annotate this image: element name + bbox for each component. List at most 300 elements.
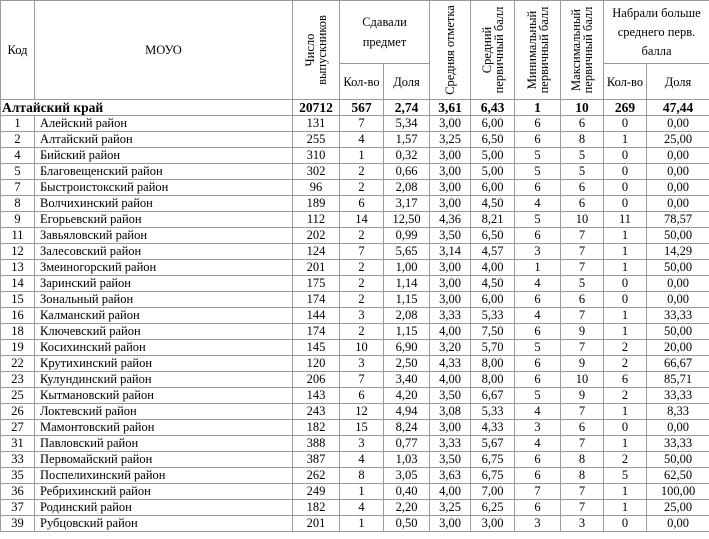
cell-max: 5 [561,276,604,292]
cell-name: Калманский район [35,308,293,324]
cell-graduates: 201 [293,516,340,532]
cell-name: Зональный район [35,292,293,308]
cell-avg-mark: 3,33 [430,308,471,324]
cell-share: 0,50 [384,516,430,532]
cell-count: 7 [340,244,384,260]
cell-code: 27 [1,420,35,436]
cell-above-count: 1 [604,260,647,276]
table-row [1,420,709,436]
cell-avg-mark: 3,08 [430,404,471,420]
cell-graduates: 174 [293,292,340,308]
header-above-count: Кол-во [604,64,647,100]
cell-above-share: 78,57 [647,212,709,228]
cell-max: 8 [561,468,604,484]
table-row [1,164,709,180]
cell-avg-mark: 4,36 [430,212,471,228]
cell-name: Павловский район [35,436,293,452]
total-above-share: 47,44 [647,100,709,116]
cell-max: 7 [561,260,604,276]
cell-share: 8,24 [384,420,430,436]
table-row [1,484,709,500]
cell-min: 5 [515,164,561,180]
cell-avg-primary: 6,75 [471,468,515,484]
cell-share: 4,94 [384,404,430,420]
cell-share: 1,57 [384,132,430,148]
cell-avg-mark: 3,00 [430,164,471,180]
cell-count: 3 [340,308,384,324]
cell-min: 6 [515,356,561,372]
cell-avg-mark: 3,25 [430,500,471,516]
cell-above-share: 33,33 [647,436,709,452]
cell-avg-mark: 3,25 [430,132,471,148]
cell-avg-primary: 4,00 [471,260,515,276]
cell-min: 5 [515,388,561,404]
cell-above-count: 1 [604,500,647,516]
cell-max: 9 [561,356,604,372]
cell-above-share: 0,00 [647,164,709,180]
table-row [1,324,709,340]
cell-avg-primary: 5,33 [471,404,515,420]
cell-above-share: 0,00 [647,116,709,132]
cell-avg-primary: 5,67 [471,436,515,452]
total-avg-primary: 6,43 [471,100,515,116]
cell-min: 6 [515,292,561,308]
cell-avg-primary: 8,00 [471,356,515,372]
cell-above-count: 0 [604,276,647,292]
cell-graduates: 112 [293,212,340,228]
cell-above-share: 0,00 [647,148,709,164]
cell-above-share: 62,50 [647,468,709,484]
cell-avg-primary: 6,00 [471,116,515,132]
cell-graduates: 388 [293,436,340,452]
cell-min: 5 [515,148,561,164]
cell-code: 4 [1,148,35,164]
cell-above-share: 50,00 [647,324,709,340]
cell-min: 1 [515,260,561,276]
cell-graduates: 243 [293,404,340,420]
cell-max: 6 [561,116,604,132]
cell-code: 11 [1,228,35,244]
cell-min: 5 [515,212,561,228]
table-row [1,116,709,132]
cell-above-share: 14,29 [647,244,709,260]
cell-max: 9 [561,388,604,404]
cell-min: 3 [515,244,561,260]
total-row [1,100,709,116]
cell-avg-mark: 3,00 [430,420,471,436]
cell-min: 4 [515,196,561,212]
cell-above-count: 1 [604,228,647,244]
cell-graduates: 120 [293,356,340,372]
cell-share: 0,40 [384,484,430,500]
cell-above-count: 0 [604,292,647,308]
cell-share: 3,05 [384,468,430,484]
cell-graduates: 175 [293,276,340,292]
cell-min: 6 [515,500,561,516]
cell-max: 7 [561,484,604,500]
total-share: 2,74 [384,100,430,116]
cell-name: Алтайский район [35,132,293,148]
cell-count: 3 [340,356,384,372]
cell-avg-mark: 3,33 [430,436,471,452]
cell-name: Залесовский район [35,244,293,260]
cell-code: 25 [1,388,35,404]
cell-max: 7 [561,228,604,244]
table-row [1,148,709,164]
cell-avg-primary: 8,21 [471,212,515,228]
cell-above-share: 85,71 [647,372,709,388]
cell-name: Быстроистокский район [35,180,293,196]
cell-code: 1 [1,116,35,132]
cell-graduates: 189 [293,196,340,212]
cell-above-count: 2 [604,340,647,356]
cell-count: 6 [340,388,384,404]
header-avg-mark: Средняя отметка [430,1,471,100]
cell-name: Егорьевский район [35,212,293,228]
cell-share: 0,32 [384,148,430,164]
cell-graduates: 206 [293,372,340,388]
cell-count: 2 [340,276,384,292]
cell-avg-mark: 3,00 [430,196,471,212]
cell-share: 1,00 [384,260,430,276]
cell-max: 8 [561,132,604,148]
cell-graduates: 249 [293,484,340,500]
cell-code: 12 [1,244,35,260]
cell-avg-mark: 3,00 [430,260,471,276]
table-row [1,212,709,228]
header-min-primary: Минимальный первичный балл [515,1,561,100]
cell-count: 1 [340,148,384,164]
cell-above-share: 33,33 [647,308,709,324]
cell-code: 35 [1,468,35,484]
cell-share: 3,40 [384,372,430,388]
cell-max: 8 [561,452,604,468]
cell-avg-mark: 3,14 [430,244,471,260]
cell-name: Ключевский район [35,324,293,340]
cell-avg-mark: 4,00 [430,372,471,388]
cell-name: Поспелихинский район [35,468,293,484]
cell-above-share: 25,00 [647,132,709,148]
cell-code: 8 [1,196,35,212]
cell-avg-primary: 8,00 [471,372,515,388]
cell-name: Кытмановский район [35,388,293,404]
cell-max: 6 [561,420,604,436]
cell-min: 6 [515,372,561,388]
table-row [1,340,709,356]
cell-graduates: 96 [293,180,340,196]
cell-above-share: 0,00 [647,516,709,532]
cell-name: Косихинский район [35,340,293,356]
cell-name: Волчихинский район [35,196,293,212]
cell-avg-mark: 3,50 [430,452,471,468]
cell-max: 7 [561,340,604,356]
cell-above-count: 0 [604,196,647,212]
cell-count: 2 [340,164,384,180]
cell-above-share: 25,00 [647,500,709,516]
total-avg-mark: 3,61 [430,100,471,116]
cell-min: 6 [515,116,561,132]
cell-min: 7 [515,484,561,500]
cell-count: 2 [340,292,384,308]
cell-min: 3 [515,516,561,532]
cell-avg-mark: 3,00 [430,116,471,132]
cell-avg-mark: 3,50 [430,388,471,404]
cell-code: 36 [1,484,35,500]
cell-count: 14 [340,212,384,228]
cell-code: 39 [1,516,35,532]
cell-avg-primary: 6,75 [471,452,515,468]
cell-graduates: 262 [293,468,340,484]
table-row [1,372,709,388]
cell-name: Локтевский район [35,404,293,420]
cell-share: 2,20 [384,500,430,516]
header-mouo: МОУО [35,1,293,100]
cell-graduates: 302 [293,164,340,180]
cell-count: 12 [340,404,384,420]
cell-above-count: 1 [604,436,647,452]
cell-share: 1,03 [384,452,430,468]
cell-min: 4 [515,276,561,292]
header-code: Код [1,1,35,100]
cell-min: 6 [515,180,561,196]
cell-share: 0,66 [384,164,430,180]
cell-count: 15 [340,420,384,436]
table-row [1,468,709,484]
cell-min: 6 [515,468,561,484]
cell-above-count: 2 [604,356,647,372]
cell-code: 16 [1,308,35,324]
cell-share: 4,20 [384,388,430,404]
cell-avg-mark: 3,50 [430,228,471,244]
cell-avg-primary: 5,00 [471,164,515,180]
cell-avg-primary: 5,00 [471,148,515,164]
cell-above-count: 6 [604,372,647,388]
total-above-count: 269 [604,100,647,116]
cell-name: Рубцовский район [35,516,293,532]
cell-code: 31 [1,436,35,452]
cell-above-count: 5 [604,468,647,484]
cell-count: 2 [340,324,384,340]
cell-above-share: 0,00 [647,276,709,292]
cell-avg-primary: 4,50 [471,196,515,212]
total-graduates: 20712 [293,100,340,116]
cell-above-share: 0,00 [647,180,709,196]
header-above-share: Доля [647,64,709,100]
cell-share: 2,08 [384,308,430,324]
cell-count: 4 [340,132,384,148]
cell-count: 2 [340,180,384,196]
cell-graduates: 201 [293,260,340,276]
cell-max: 6 [561,196,604,212]
cell-avg-mark: 3,63 [430,468,471,484]
cell-avg-primary: 4,57 [471,244,515,260]
cell-name: Кулундинский район [35,372,293,388]
cell-max: 6 [561,180,604,196]
cell-min: 4 [515,308,561,324]
cell-name: Крутихинский район [35,356,293,372]
cell-graduates: 174 [293,324,340,340]
cell-graduates: 387 [293,452,340,468]
cell-code: 2 [1,132,35,148]
cell-avg-primary: 6,00 [471,292,515,308]
cell-code: 26 [1,404,35,420]
cell-share: 5,65 [384,244,430,260]
cell-above-share: 20,00 [647,340,709,356]
cell-graduates: 255 [293,132,340,148]
cell-avg-primary: 5,33 [471,308,515,324]
cell-share: 0,99 [384,228,430,244]
cell-count: 4 [340,452,384,468]
table-row [1,452,709,468]
cell-avg-primary: 5,70 [471,340,515,356]
cell-avg-mark: 3,00 [430,180,471,196]
cell-code: 37 [1,500,35,516]
cell-code: 13 [1,260,35,276]
cell-code: 22 [1,356,35,372]
table-row [1,404,709,420]
cell-share: 5,34 [384,116,430,132]
cell-name: Благовещенский район [35,164,293,180]
cell-share: 1,15 [384,292,430,308]
cell-count: 8 [340,468,384,484]
cell-code: 33 [1,452,35,468]
header-took-share: Доля [384,64,430,100]
cell-max: 10 [561,372,604,388]
cell-share: 2,08 [384,180,430,196]
cell-max: 7 [561,404,604,420]
header-max-primary: Максимальный первичный балл [561,1,604,100]
header-took: Сдавали предмет [340,1,430,64]
cell-share: 12,50 [384,212,430,228]
cell-avg-mark: 4,00 [430,484,471,500]
cell-max: 7 [561,244,604,260]
cell-min: 4 [515,404,561,420]
cell-above-share: 50,00 [647,452,709,468]
cell-name: Ребрихинский район [35,484,293,500]
cell-above-count: 1 [604,404,647,420]
header-took-count: Кол-во [340,64,384,100]
cell-name: Родинский район [35,500,293,516]
cell-code: 9 [1,212,35,228]
table-row [1,244,709,260]
cell-above-count: 2 [604,388,647,404]
cell-above-count: 0 [604,180,647,196]
table-row [1,516,709,532]
cell-graduates: 144 [293,308,340,324]
cell-count: 1 [340,484,384,500]
cell-name: Первомайский район [35,452,293,468]
cell-max: 5 [561,164,604,180]
cell-avg-primary: 6,00 [471,180,515,196]
cell-graduates: 143 [293,388,340,404]
cell-avg-primary: 4,50 [471,276,515,292]
cell-graduates: 182 [293,500,340,516]
cell-count: 7 [340,116,384,132]
cell-count: 7 [340,372,384,388]
cell-share: 3,17 [384,196,430,212]
cell-avg-primary: 7,00 [471,484,515,500]
cell-share: 1,15 [384,324,430,340]
cell-above-count: 0 [604,148,647,164]
cell-avg-primary: 4,33 [471,420,515,436]
cell-max: 7 [561,308,604,324]
cell-graduates: 145 [293,340,340,356]
cell-above-count: 0 [604,420,647,436]
cell-max: 10 [561,212,604,228]
cell-max: 5 [561,148,604,164]
cell-min: 6 [515,228,561,244]
cell-above-count: 2 [604,452,647,468]
cell-min: 5 [515,340,561,356]
cell-graduates: 131 [293,116,340,132]
cell-min: 6 [515,452,561,468]
cell-above-share: 33,33 [647,388,709,404]
cell-code: 18 [1,324,35,340]
cell-count: 2 [340,260,384,276]
cell-above-count: 1 [604,132,647,148]
cell-above-share: 8,33 [647,404,709,420]
cell-avg-primary: 6,50 [471,132,515,148]
cell-graduates: 310 [293,148,340,164]
cell-min: 6 [515,324,561,340]
cell-avg-primary: 6,25 [471,500,515,516]
cell-graduates: 124 [293,244,340,260]
cell-count: 6 [340,196,384,212]
cell-min: 4 [515,436,561,452]
cell-count: 3 [340,436,384,452]
cell-max: 9 [561,324,604,340]
cell-max: 7 [561,500,604,516]
cell-count: 1 [340,516,384,532]
cell-graduates: 182 [293,420,340,436]
cell-code: 5 [1,164,35,180]
cell-avg-mark: 3,00 [430,148,471,164]
cell-max: 3 [561,516,604,532]
cell-max: 6 [561,292,604,308]
table-row [1,436,709,452]
cell-avg-mark: 3,00 [430,276,471,292]
cell-avg-mark: 3,00 [430,516,471,532]
cell-above-share: 0,00 [647,196,709,212]
cell-min: 3 [515,420,561,436]
table-row [1,308,709,324]
header-graduates: Число выпускников [293,1,340,100]
total-count: 567 [340,100,384,116]
cell-count: 10 [340,340,384,356]
cell-above-count: 1 [604,244,647,260]
cell-above-count: 1 [604,324,647,340]
cell-max: 7 [561,436,604,452]
cell-avg-mark: 4,33 [430,356,471,372]
cell-avg-primary: 6,50 [471,228,515,244]
cell-avg-mark: 4,00 [430,324,471,340]
cell-avg-mark: 3,20 [430,340,471,356]
cell-code: 7 [1,180,35,196]
cell-share: 6,90 [384,340,430,356]
table-row [1,196,709,212]
cell-share: 2,50 [384,356,430,372]
table-row [1,228,709,244]
header-above: Набрали больше среднего перв. балла [604,1,709,64]
cell-count: 4 [340,500,384,516]
cell-above-share: 50,00 [647,260,709,276]
cell-avg-primary: 7,50 [471,324,515,340]
cell-avg-primary: 6,67 [471,388,515,404]
cell-name: Завьяловский район [35,228,293,244]
cell-code: 23 [1,372,35,388]
cell-code: 15 [1,292,35,308]
cell-name: Змеиногорский район [35,260,293,276]
